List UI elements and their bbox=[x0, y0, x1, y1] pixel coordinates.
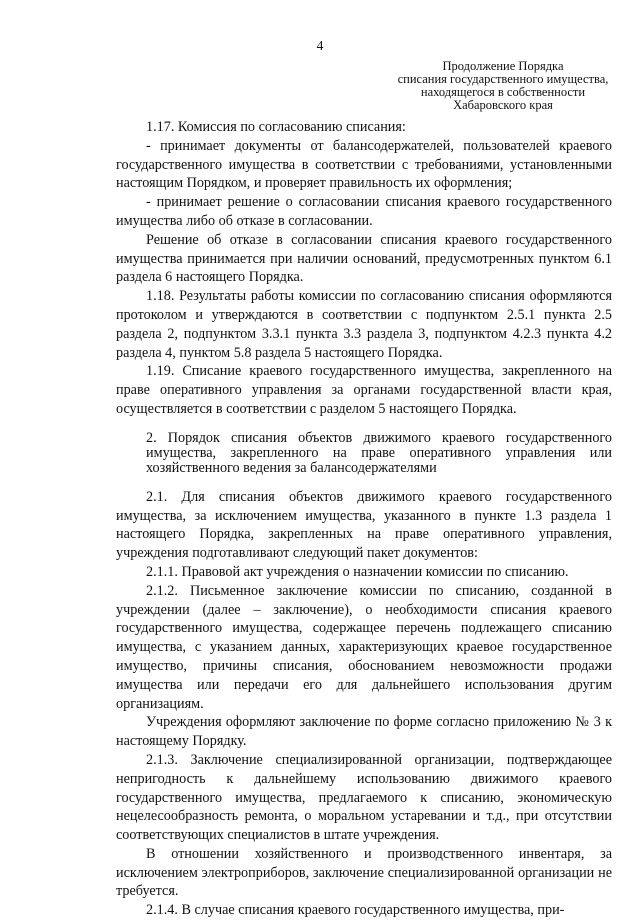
header-note bbox=[392, 60, 614, 112]
paragraph: 2.1.2. Письменное заключение комиссии по списанию, созданной в учреждении (далее – заключение), о необходимости списания краевого государственного имущества, содержащее перечень подлежащего списанию имущества, с указанием данных, характеризующих краевое государственное имущество, причины списания, обоснованием невозможности продажи имущества или передачи его для дальнейшего использования другим организациям. bbox=[116, 582, 612, 712]
header-line: Хабаровского края bbox=[453, 98, 553, 112]
header-line: находящегося в собственности bbox=[420, 85, 586, 99]
section-heading-text: 2. Порядок списания объектов движимого краевого государственного имущества, закрепленного на праве оперативного управления или хозяйственного ведения за балансодержателями bbox=[146, 429, 612, 476]
header-line: списания государственного имущества, bbox=[397, 72, 609, 86]
paragraph: 2.1.3. Заключение специализированной организации, подтверждающее непригодность к дальнейшему использованию движимого краевого государственного имущества, предлагаемого к списанию, экономическую нецелесообразность ремонта, о моральном устаревании и т.д., при отсутствии соответствующих специалистов в штате учреждения. bbox=[116, 751, 612, 844]
paragraph: Решение об отказе в согласовании списания краевого государственного имущества принимается при наличии оснований, предусмотренных пунктом 6.1 раздела 6 настоящего Порядка. bbox=[116, 231, 612, 286]
paragraph: 2.1.1. Правовой акт учреждения о назначении комиссии по списанию. bbox=[146, 563, 569, 580]
paragraph: 1.17. Комиссия по согласованию списания: bbox=[146, 119, 406, 135]
section-heading bbox=[116, 431, 612, 476]
paragraph: - принимает документы от балансодержателей, пользователей краевого государственного имущества в соответствии с требованиями, установленными настоящим Порядком, и проверяет правильность их оформления; bbox=[116, 137, 612, 192]
page-number: 4 bbox=[316, 38, 324, 53]
header-line: Продолжение Порядка bbox=[442, 59, 564, 73]
paragraph: В отношении хозяйственного и производственного инвентаря, за исключением электроприборов, заключение специализированной организации не требуется. bbox=[116, 845, 612, 900]
paragraph: Учреждения оформляют заключение по форме согласно приложению № 3 к настоящему Порядку. bbox=[116, 714, 612, 750]
paragraph: 2.1. Для списания объектов движимого краевого государственного имущества, за исключением имущества, указанного в пункте 1.3 раздела 1 настоящего Порядка, закрепленных на праве оперативного управления, учреждения подготавливают следующий пакет документов: bbox=[116, 488, 612, 562]
paragraph: 1.19. Списание краевого государственного имущества, закрепленного на праве оперативного управления за органами государственной власти края, осуществляется в соответствии с разделом 5 настоящего Порядка. bbox=[116, 363, 612, 417]
paragraph: 1.18. Результаты работы комиссии по согласованию списания оформляются протоколом и утверждаются в соответствии с подпунктом 2.5.1 пункта 2.5 раздела 2, подпунктом 3.3.1 пункта 3.3 раздела 3, подпунктом 4.2.3 пункта 4.2 раздела 4, пунктом 5.8 раздела 5 настоящего Порядка. bbox=[116, 288, 612, 361]
paragraph: 2.1.4. В случае списания краевого государственного имущества, при- bbox=[146, 902, 565, 919]
document-body bbox=[116, 118, 612, 920]
paragraph: - принимает решение о согласовании списания краевого государственного имущества либо об отказе в согласовании. bbox=[116, 194, 612, 229]
